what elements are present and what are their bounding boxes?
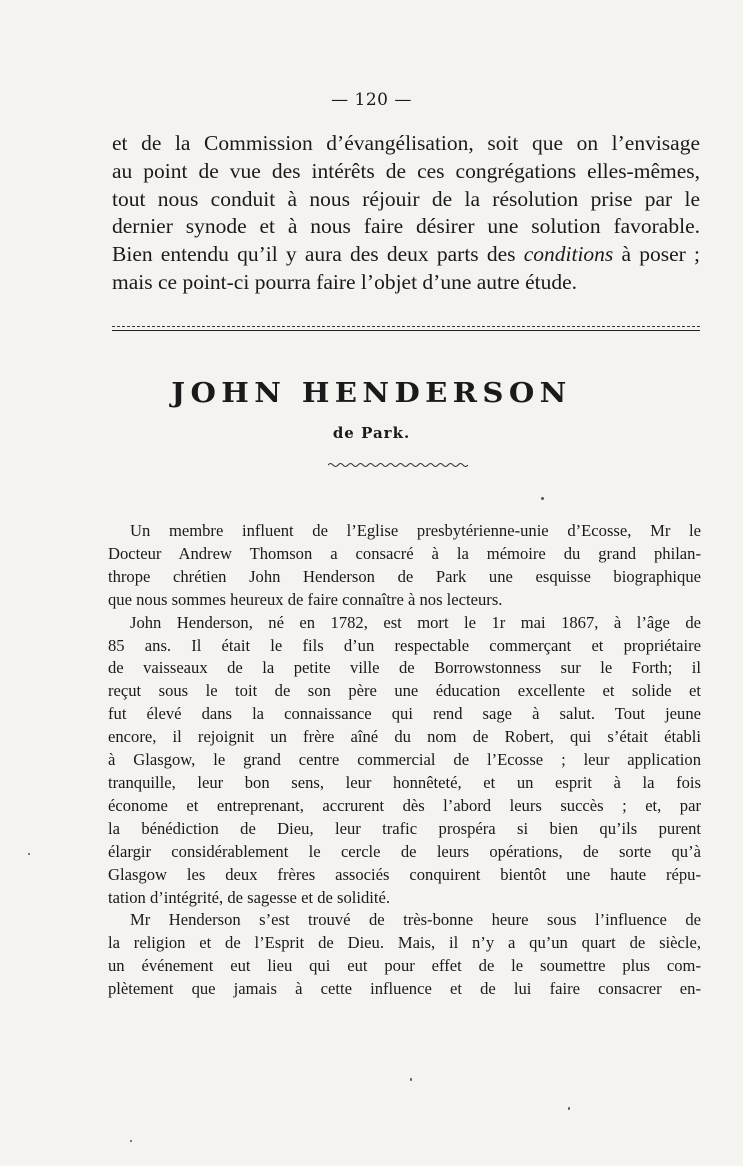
intro-line: et de la Commission d’évangélisation, soit que on l’envisage — [112, 131, 700, 155]
intro-line-start: Bien entendu qu’il y aura des deux parts des — [112, 242, 524, 267]
body-line: la religion et de l’Esprit de Dieu. Mais, il n’y a qu’un quart de siècle, — [108, 933, 701, 953]
intro-line — [112, 241, 700, 269]
body-line: élargir considérablement le cercle de leurs opérations, de sorte qu’à — [108, 841, 701, 861]
scan-speck — [410, 1078, 412, 1081]
body-line: reçut sous le toit de son père une éducation excellente et solide et — [108, 681, 701, 701]
body-line: économe et entreprenant, accrurent dès l’abord leurs succès ; et, par — [108, 795, 701, 815]
body-line: à Glasgow, le grand centre commercial de l’Ecosse ; leur application — [108, 750, 701, 770]
page-number: — 120 — — [331, 90, 412, 110]
scan-speck — [28, 853, 30, 855]
article-title: JOHN HENDERSON — [171, 378, 572, 409]
body-line: thrope chrétien John Henderson de Park une esquisse biographique — [108, 566, 701, 586]
body-line: plètement que jamais à cette influence et de lui faire consacrer en- — [108, 979, 701, 999]
body-line: fut élevé dans la connaissance qui rend sage à salut. Tout jeune — [108, 704, 701, 724]
intro-line: tout nous conduit à nous réjouir de la résolution prise par le — [112, 186, 700, 211]
body-line: Un membre influent de l’Eglise presbytérienne-unie d’Ecosse, Mr le — [130, 521, 701, 540]
body-line: de vaisseaux de la petite ville de Borrowstonness sur le Forth; il — [108, 658, 701, 678]
body-line: tranquille, leur bon sens, leur honnêteté, et un esprit à la fois — [108, 772, 701, 792]
separator-solid-rule — [112, 330, 700, 331]
scan-speck — [541, 497, 544, 500]
intro-line: mais ce point-ci pourra faire l’objet d’une autre étude. — [112, 269, 578, 294]
body-line: la bénédiction de Dieu, leur trafic prospéra si bien qu’ils purent — [108, 818, 701, 838]
body-line: encore, il rejoignit un frère aîné du nom de Robert, qui s’était établi — [108, 727, 701, 747]
body-line: 85 ans. Il était le fils d’un respectable commerçant et propriétaire — [108, 635, 701, 655]
intro-line-end: à poser ; — [613, 242, 700, 267]
body-line: tation d’intégrité, de sagesse et de solidité. — [108, 887, 391, 907]
body-line: Glasgow les deux frères associés conquirent bientôt une haute répu- — [108, 864, 701, 884]
intro-line: au point de vue des intérêts de ces congrégations elles-mêmes, — [112, 158, 700, 183]
body-line: Mr Henderson s’est trouvé de très-bonne heure sous l’influence de — [130, 910, 701, 930]
section-separator — [112, 324, 700, 336]
emphasized-word: conditions — [523, 242, 614, 267]
intro-paragraph — [112, 130, 700, 297]
body-line: John Henderson, né en 1782, est mort le 1r mai 1867, à l’âge de — [130, 612, 701, 632]
intro-line: dernier synode et à nous faire désirer une solution favorable. — [112, 214, 700, 239]
wavy-ornament-icon — [328, 461, 468, 469]
article-subtitle: de Park. — [332, 424, 411, 442]
body-line: que nous sommes heureux de faire connaître à nos lecteurs. — [108, 589, 503, 609]
scan-speck — [568, 1107, 570, 1110]
scan-speck — [130, 1140, 132, 1142]
body-line: un événement eut lieu qui eut pour effet de le soumettre plus com- — [108, 956, 701, 976]
separator-dashed-rule — [112, 326, 700, 327]
article-body — [108, 520, 701, 1001]
body-line: Docteur Andrew Thomson a consacré à la mémoire du grand philan- — [108, 543, 701, 563]
